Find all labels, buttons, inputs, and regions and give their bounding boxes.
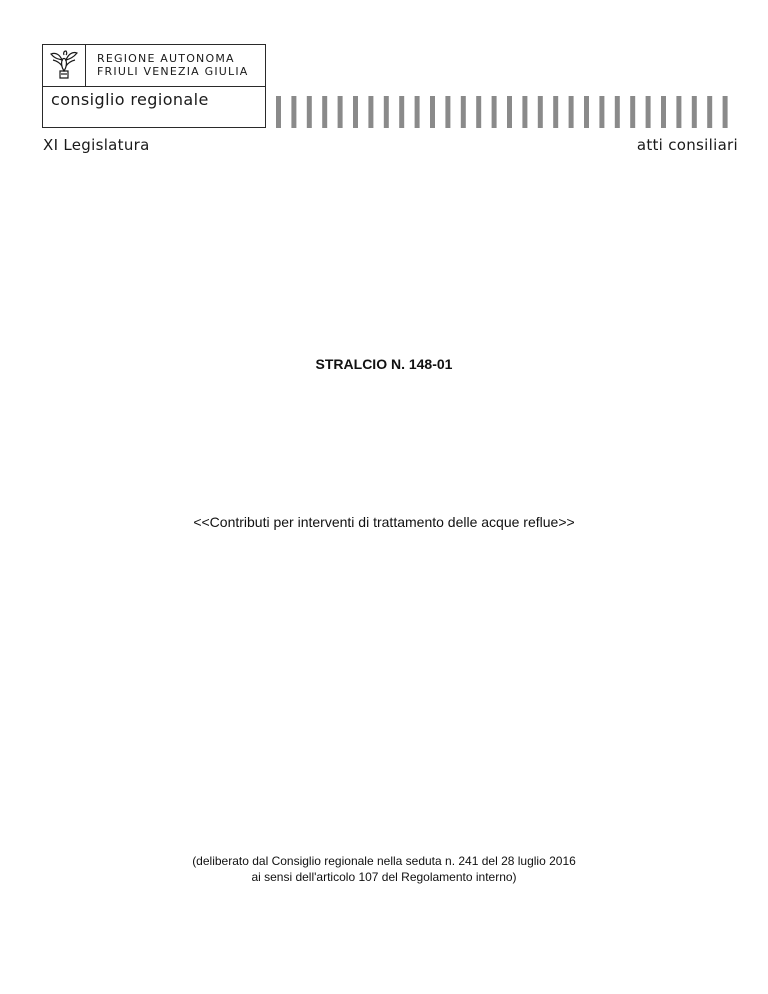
- deliberation-note-line-1: (deliberato dal Consiglio regionale nella seduta n. 241 del 28 luglio 2016: [192, 854, 576, 868]
- decorative-bar: [368, 96, 373, 128]
- decorative-bar: [461, 96, 466, 128]
- decorative-bar: [599, 96, 604, 128]
- decorative-bar: [692, 96, 697, 128]
- document-title: STRALCIO N. 148-01: [315, 356, 453, 372]
- decorative-bar: [291, 96, 296, 128]
- region-name: [97, 52, 249, 78]
- deliberation-note: [0, 853, 768, 885]
- decorative-bar: [492, 96, 497, 128]
- decorative-bar: [676, 96, 681, 128]
- decorative-bar: [476, 96, 481, 128]
- decorative-bar: [322, 96, 327, 128]
- decorative-bar: [430, 96, 435, 128]
- eagle-icon: [48, 48, 80, 82]
- decorative-bar: [276, 96, 281, 128]
- decorative-bar: [307, 96, 312, 128]
- decorative-bar: [522, 96, 527, 128]
- logo-top-row: [43, 45, 265, 87]
- region-logo: [42, 44, 266, 128]
- council-name: consiglio regionale: [51, 90, 209, 109]
- eagle-emblem-icon: [43, 45, 86, 86]
- decorative-bar: [723, 96, 728, 128]
- decorative-bar: [338, 96, 343, 128]
- legislature-label: XI Legislatura: [43, 136, 150, 154]
- decorative-bar: [353, 96, 358, 128]
- decorative-bar: [615, 96, 620, 128]
- decorative-bar: [415, 96, 420, 128]
- decorative-bar: [569, 96, 574, 128]
- decorative-bar: [445, 96, 450, 128]
- decorative-bar: [384, 96, 389, 128]
- decorative-bar: [707, 96, 712, 128]
- decorative-bar: [507, 96, 512, 128]
- section-label: atti consiliari: [636, 136, 738, 154]
- decorative-bar: [584, 96, 589, 128]
- document-subject: <<Contributi per interventi di trattamento delle acque reflue>>: [193, 514, 575, 530]
- decorative-bar: [661, 96, 666, 128]
- decorative-bar: [399, 96, 404, 128]
- decorative-bar-strip: [276, 96, 738, 128]
- decorative-bar: [538, 96, 543, 128]
- region-name-line-2: FRIULI VENEZIA GIULIA: [97, 65, 249, 78]
- region-name-line-1: REGIONE AUTONOMA: [97, 52, 235, 65]
- deliberation-note-line-2: ai sensi dell'articolo 107 del Regolamento interno): [251, 870, 517, 884]
- decorative-bar: [630, 96, 635, 128]
- decorative-bar: [646, 96, 651, 128]
- decorative-bar: [553, 96, 558, 128]
